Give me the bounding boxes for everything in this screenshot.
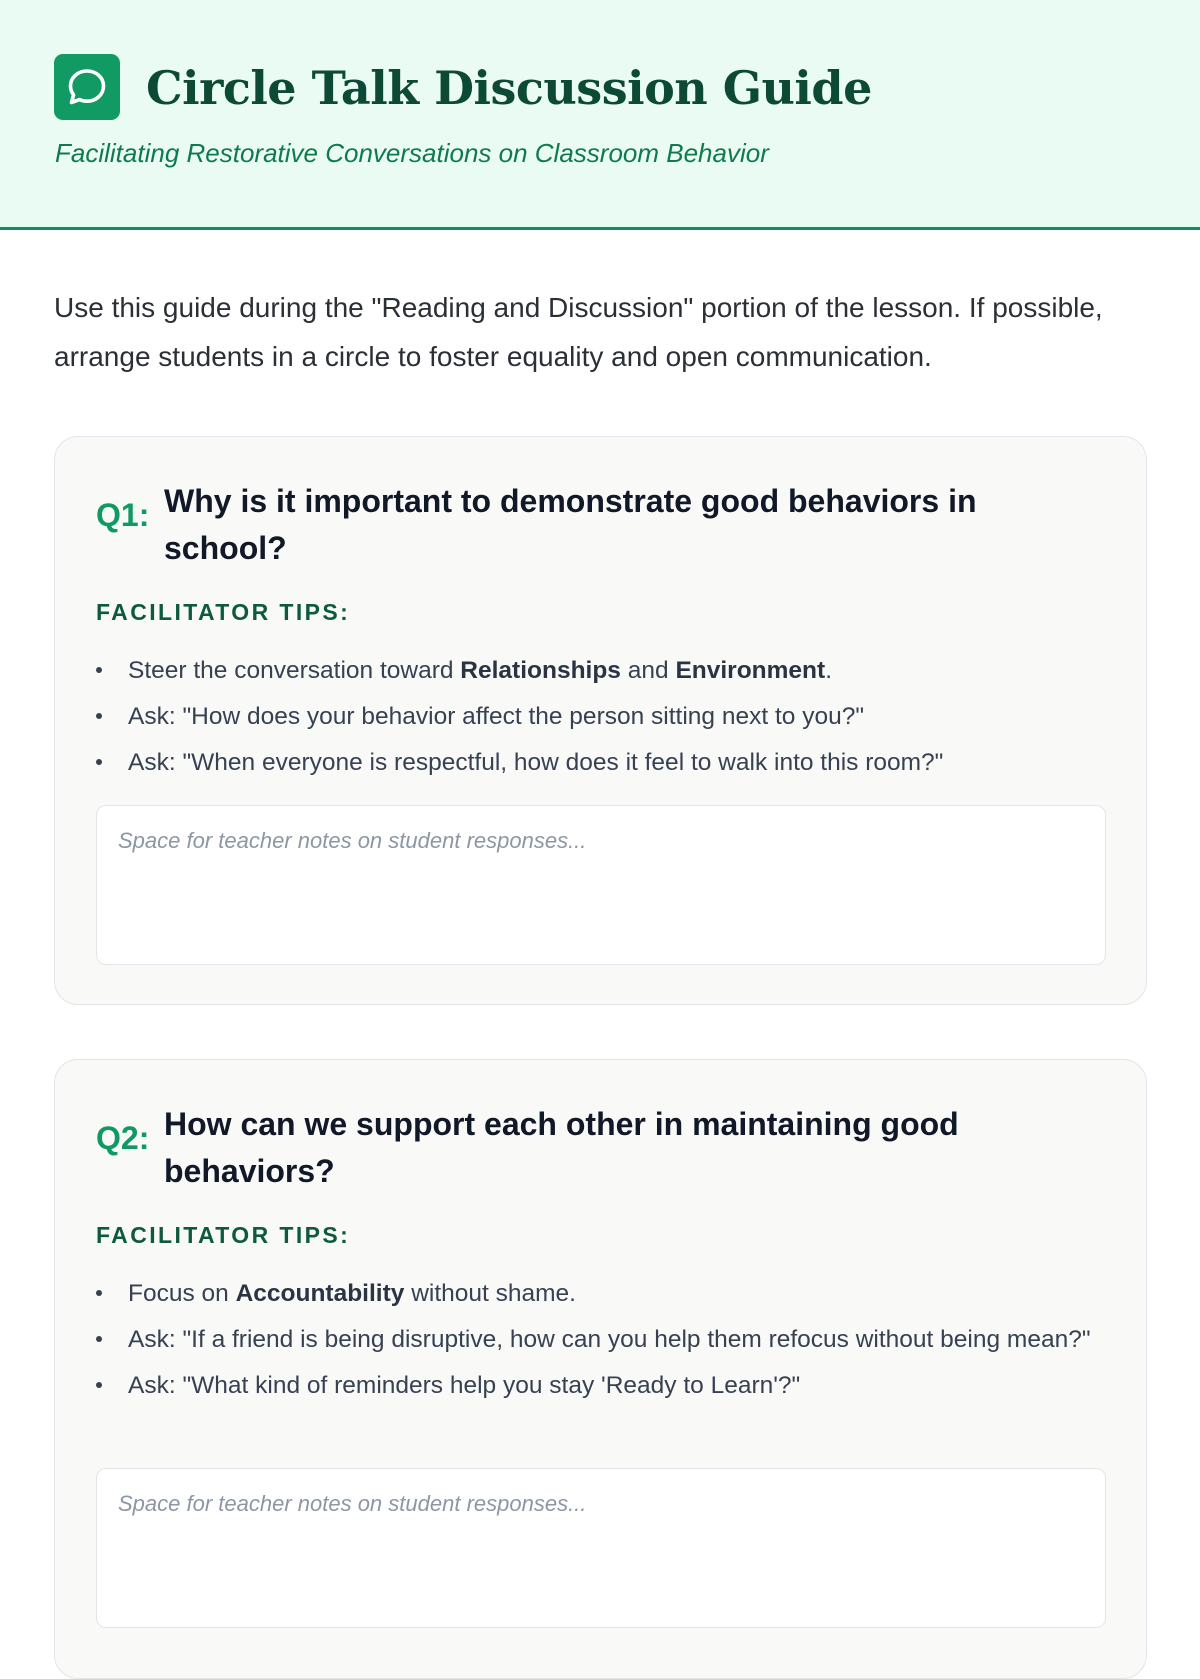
tip-item: Ask: "When everyone is respectful, how does it feel to walk into this room?" xyxy=(96,743,1106,782)
page-header xyxy=(0,0,1200,230)
chat-bubble-icon xyxy=(54,54,120,120)
tip-item: Ask: "How does your behavior affect the person sitting next to you?" xyxy=(96,697,1106,736)
page-subtitle: Facilitating Restorative Conversations on Classroom Behavior xyxy=(55,138,769,168)
bullet-icon xyxy=(96,1290,102,1296)
tip-item: Focus on Accountability without shame. xyxy=(96,1274,1106,1313)
question-card-1 xyxy=(54,436,1147,1005)
question-card-2 xyxy=(54,1059,1147,1679)
facilitator-tips-heading: FACILITATOR TIPS: xyxy=(96,1222,351,1248)
tips-list xyxy=(96,651,1106,789)
teacher-notes-field[interactable] xyxy=(96,805,1106,965)
intro-paragraph: Use this guide during the "Reading and Discussion" portion of the lesson. If possible, arrange students in a circle to foster equality and open communication. xyxy=(54,292,1103,372)
bullet-icon xyxy=(96,1382,102,1388)
bullet-icon xyxy=(96,713,102,719)
question-text: Why is it important to demonstrate good behaviors in school? xyxy=(164,483,977,566)
bullet-icon xyxy=(96,1336,102,1342)
facilitator-tips-heading: FACILITATOR TIPS: xyxy=(96,599,351,625)
bullet-icon xyxy=(96,759,102,765)
teacher-notes-field[interactable] xyxy=(96,1468,1106,1628)
question-label: Q2: xyxy=(96,1120,150,1156)
notes-placeholder: Space for teacher notes on student responses... xyxy=(118,828,587,853)
question-label: Q1: xyxy=(96,497,150,533)
bullet-icon xyxy=(96,667,102,673)
tip-item: Steer the conversation toward Relationships and Environment. xyxy=(96,651,1106,690)
page-title: Circle Talk Discussion Guide xyxy=(146,61,872,115)
tip-item: Ask: "If a friend is being disruptive, how can you help them refocus without being mean?" xyxy=(96,1320,1106,1359)
tip-item: Ask: "What kind of reminders help you stay 'Ready to Learn'?" xyxy=(96,1366,1106,1405)
question-text: How can we support each other in maintaining good behaviors? xyxy=(164,1106,959,1189)
notes-placeholder: Space for teacher notes on student responses... xyxy=(118,1491,587,1516)
tips-list xyxy=(96,1274,1106,1412)
